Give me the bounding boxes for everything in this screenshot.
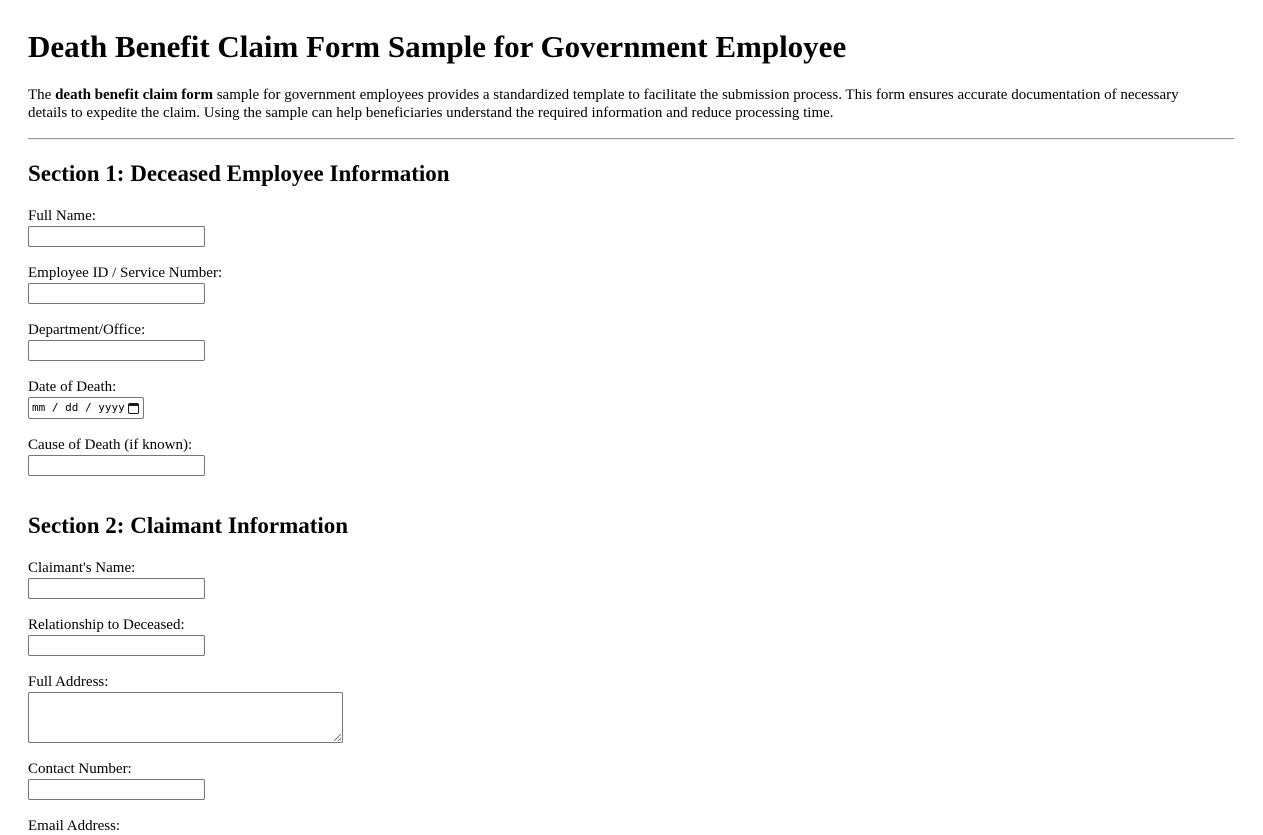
relationship-label: Relationship to Deceased: [28, 617, 185, 633]
full-name-label: Full Name: [28, 208, 96, 224]
field-date-of-death [28, 379, 144, 419]
relationship-input[interactable] [28, 635, 205, 656]
field-department [28, 322, 205, 361]
full-name-input[interactable] [28, 226, 205, 247]
claimant-name-label: Claimant's Name: [28, 560, 136, 576]
field-full-address [28, 674, 343, 743]
field-claimant-name [28, 560, 205, 599]
employee-id-input[interactable] [28, 283, 205, 304]
full-address-label: Full Address: [28, 674, 109, 690]
claimant-name-input[interactable] [28, 578, 205, 599]
date-of-death-input[interactable] [28, 397, 144, 419]
cause-of-death-label: Cause of Death (if known): [28, 437, 193, 453]
resize-grip-icon[interactable] [334, 734, 341, 741]
page-title: Death Benefit Claim Form Sample for Government Employee [28, 29, 847, 64]
field-relationship [28, 617, 205, 656]
department-input[interactable] [28, 340, 205, 361]
cause-of-death-input[interactable] [28, 455, 205, 476]
contact-number-label: Contact Number: [28, 761, 132, 777]
date-placeholder: mm / dd / yyyy [32, 401, 125, 414]
contact-number-input[interactable] [28, 779, 205, 800]
full-address-textarea[interactable] [28, 692, 343, 743]
intro-paragraph [28, 86, 1208, 122]
intro-bold-term: death benefit claim form [55, 87, 213, 103]
section-1-heading: Section 1: Deceased Employee Information [28, 161, 450, 186]
department-label: Department/Office: [28, 322, 146, 338]
intro-suffix: sample for government employees provides a standardized template to facilitate the submission process. This form ensures accurate documentation of necessary details to expedite the claim. Using the sample can help beneficiaries understand the required information and reduce processing time. [28, 87, 1179, 121]
field-full-name [28, 208, 205, 247]
field-contact-number [28, 761, 205, 800]
field-employee-id [28, 265, 222, 304]
section-2-heading: Section 2: Claimant Information [28, 513, 349, 538]
intro-prefix: The [28, 87, 56, 103]
date-of-death-label: Date of Death: [28, 379, 117, 395]
email-address-label: Email Address: [28, 818, 121, 834]
horizontal-divider [28, 138, 1234, 140]
employee-id-label: Employee ID / Service Number: [28, 265, 223, 281]
calendar-icon[interactable] [128, 403, 139, 414]
field-cause-of-death [28, 437, 205, 476]
